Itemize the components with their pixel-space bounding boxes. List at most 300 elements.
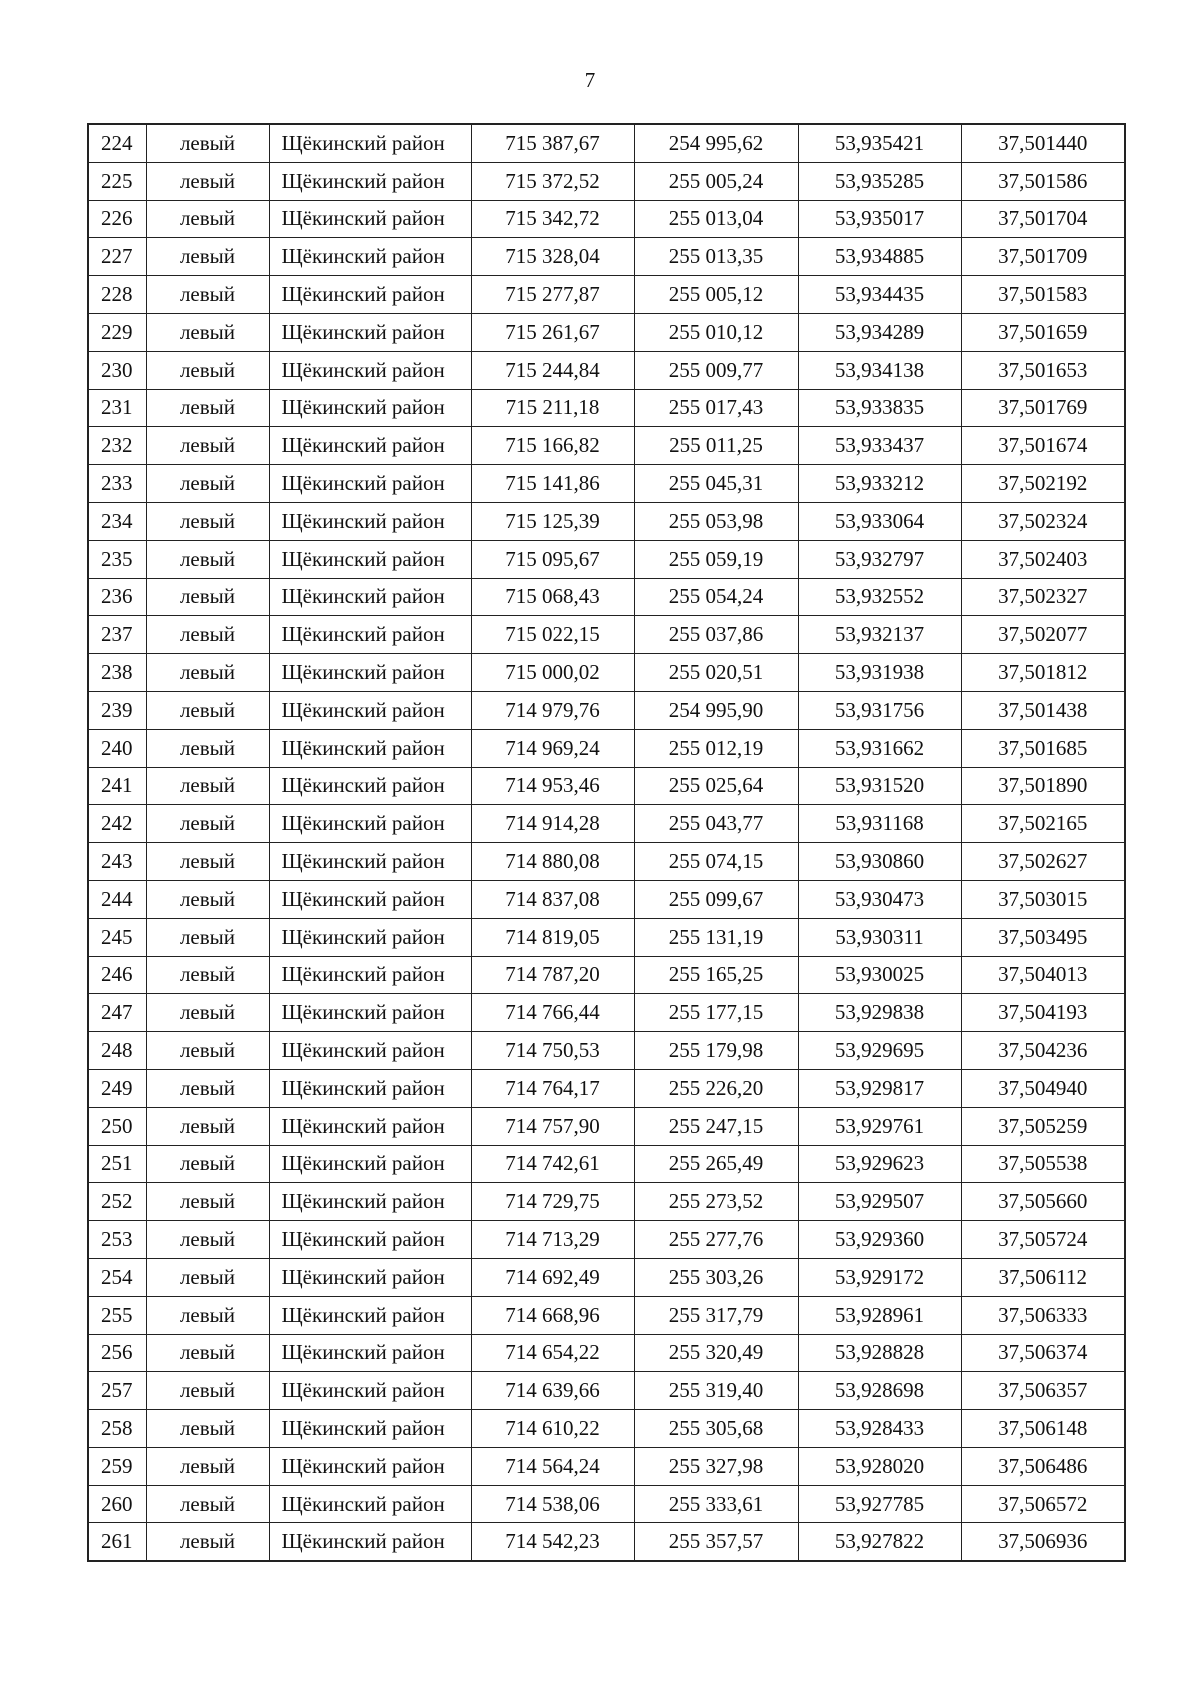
table-row xyxy=(88,1523,1125,1561)
cell-bank-side: левый xyxy=(146,162,269,200)
cell-bank-side: левый xyxy=(146,389,269,427)
cell-district: Щёкинский район xyxy=(269,313,471,351)
cell-point-number: 239 xyxy=(88,691,146,729)
cell-longitude: 37,502165 xyxy=(961,805,1125,843)
cell-bank-side: левый xyxy=(146,805,269,843)
cell-coord-y: 255 357,57 xyxy=(634,1523,798,1561)
cell-longitude: 37,506572 xyxy=(961,1485,1125,1523)
cell-longitude: 37,506486 xyxy=(961,1447,1125,1485)
cell-district: Щёкинский район xyxy=(269,1296,471,1334)
cell-point-number: 234 xyxy=(88,502,146,540)
cell-latitude: 53,933212 xyxy=(798,465,961,503)
cell-longitude: 37,505724 xyxy=(961,1221,1125,1259)
cell-district: Щёкинский район xyxy=(269,162,471,200)
cell-coord-y: 254 995,90 xyxy=(634,691,798,729)
cell-bank-side: левый xyxy=(146,351,269,389)
cell-coord-x: 715 387,67 xyxy=(471,124,634,162)
cell-bank-side: левый xyxy=(146,1485,269,1523)
table-row xyxy=(88,238,1125,276)
cell-longitude: 37,505660 xyxy=(961,1183,1125,1221)
table-row xyxy=(88,1410,1125,1448)
cell-coord-x: 715 261,67 xyxy=(471,313,634,351)
cell-longitude: 37,502403 xyxy=(961,540,1125,578)
cell-coord-x: 715 000,02 xyxy=(471,654,634,692)
table-row xyxy=(88,427,1125,465)
table-row xyxy=(88,1032,1125,1070)
cell-district: Щёкинский район xyxy=(269,956,471,994)
cell-coord-x: 715 141,86 xyxy=(471,465,634,503)
cell-coord-y: 255 059,19 xyxy=(634,540,798,578)
cell-longitude: 37,503495 xyxy=(961,918,1125,956)
cell-point-number: 231 xyxy=(88,389,146,427)
cell-longitude: 37,504236 xyxy=(961,1032,1125,1070)
cell-bank-side: левый xyxy=(146,994,269,1032)
cell-coord-x: 714 654,22 xyxy=(471,1334,634,1372)
cell-longitude: 37,504193 xyxy=(961,994,1125,1032)
table-row xyxy=(88,843,1125,881)
cell-coord-y: 255 099,67 xyxy=(634,880,798,918)
cell-point-number: 256 xyxy=(88,1334,146,1372)
cell-latitude: 53,935421 xyxy=(798,124,961,162)
cell-coord-y: 255 037,86 xyxy=(634,616,798,654)
cell-latitude: 53,934138 xyxy=(798,351,961,389)
table-row xyxy=(88,1221,1125,1259)
cell-coord-x: 714 766,44 xyxy=(471,994,634,1032)
cell-district: Щёкинский район xyxy=(269,540,471,578)
cell-latitude: 53,932552 xyxy=(798,578,961,616)
cell-longitude: 37,506112 xyxy=(961,1258,1125,1296)
table-row xyxy=(88,351,1125,389)
cell-point-number: 257 xyxy=(88,1372,146,1410)
cell-bank-side: левый xyxy=(146,1523,269,1561)
cell-coord-x: 714 542,23 xyxy=(471,1523,634,1561)
cell-point-number: 232 xyxy=(88,427,146,465)
cell-point-number: 227 xyxy=(88,238,146,276)
cell-latitude: 53,929838 xyxy=(798,994,961,1032)
cell-coord-y: 255 025,64 xyxy=(634,767,798,805)
cell-longitude: 37,501704 xyxy=(961,200,1125,238)
coordinates-table xyxy=(87,123,1126,1562)
table-row xyxy=(88,540,1125,578)
cell-point-number: 243 xyxy=(88,843,146,881)
cell-point-number: 241 xyxy=(88,767,146,805)
table-row xyxy=(88,276,1125,314)
cell-coord-y: 255 012,19 xyxy=(634,729,798,767)
cell-latitude: 53,928698 xyxy=(798,1372,961,1410)
cell-latitude: 53,929817 xyxy=(798,1069,961,1107)
cell-coord-y: 255 020,51 xyxy=(634,654,798,692)
cell-coord-y: 255 165,25 xyxy=(634,956,798,994)
cell-district: Щёкинский район xyxy=(269,1410,471,1448)
table-row xyxy=(88,578,1125,616)
cell-district: Щёкинский район xyxy=(269,805,471,843)
cell-district: Щёкинский район xyxy=(269,1258,471,1296)
cell-coord-x: 714 692,49 xyxy=(471,1258,634,1296)
cell-coord-y: 255 009,77 xyxy=(634,351,798,389)
cell-longitude: 37,502324 xyxy=(961,502,1125,540)
cell-bank-side: левый xyxy=(146,880,269,918)
cell-district: Щёкинский район xyxy=(269,200,471,238)
cell-coord-y: 255 074,15 xyxy=(634,843,798,881)
table-row xyxy=(88,616,1125,654)
cell-point-number: 229 xyxy=(88,313,146,351)
cell-latitude: 53,929360 xyxy=(798,1221,961,1259)
cell-coord-x: 714 757,90 xyxy=(471,1107,634,1145)
cell-point-number: 260 xyxy=(88,1485,146,1523)
cell-district: Щёкинский район xyxy=(269,880,471,918)
cell-latitude: 53,931168 xyxy=(798,805,961,843)
cell-longitude: 37,501653 xyxy=(961,351,1125,389)
table-row xyxy=(88,729,1125,767)
cell-point-number: 253 xyxy=(88,1221,146,1259)
cell-bank-side: левый xyxy=(146,956,269,994)
cell-coord-x: 714 538,06 xyxy=(471,1485,634,1523)
cell-latitude: 53,933835 xyxy=(798,389,961,427)
table-row xyxy=(88,1145,1125,1183)
cell-point-number: 224 xyxy=(88,124,146,162)
cell-coord-x: 714 639,66 xyxy=(471,1372,634,1410)
cell-latitude: 53,934289 xyxy=(798,313,961,351)
cell-coord-y: 255 045,31 xyxy=(634,465,798,503)
cell-coord-x: 714 953,46 xyxy=(471,767,634,805)
cell-longitude: 37,502192 xyxy=(961,465,1125,503)
cell-longitude: 37,501812 xyxy=(961,654,1125,692)
cell-longitude: 37,506148 xyxy=(961,1410,1125,1448)
table-row xyxy=(88,994,1125,1032)
cell-point-number: 245 xyxy=(88,918,146,956)
cell-longitude: 37,506333 xyxy=(961,1296,1125,1334)
cell-district: Щёкинский район xyxy=(269,389,471,427)
cell-district: Щёкинский район xyxy=(269,1107,471,1145)
cell-coord-x: 714 713,29 xyxy=(471,1221,634,1259)
cell-bank-side: левый xyxy=(146,313,269,351)
cell-point-number: 259 xyxy=(88,1447,146,1485)
table-row xyxy=(88,1334,1125,1372)
cell-district: Щёкинский район xyxy=(269,1485,471,1523)
cell-coord-x: 714 610,22 xyxy=(471,1410,634,1448)
cell-district: Щёкинский район xyxy=(269,994,471,1032)
cell-longitude: 37,501674 xyxy=(961,427,1125,465)
cell-longitude: 37,504940 xyxy=(961,1069,1125,1107)
cell-coord-x: 715 342,72 xyxy=(471,200,634,238)
cell-bank-side: левый xyxy=(146,1447,269,1485)
cell-bank-side: левый xyxy=(146,1032,269,1070)
cell-district: Щёкинский район xyxy=(269,918,471,956)
cell-longitude: 37,501769 xyxy=(961,389,1125,427)
cell-bank-side: левый xyxy=(146,124,269,162)
cell-point-number: 242 xyxy=(88,805,146,843)
cell-coord-y: 255 305,68 xyxy=(634,1410,798,1448)
cell-coord-x: 715 372,52 xyxy=(471,162,634,200)
cell-bank-side: левый xyxy=(146,1296,269,1334)
cell-coord-y: 255 005,24 xyxy=(634,162,798,200)
cell-point-number: 247 xyxy=(88,994,146,1032)
cell-bank-side: левый xyxy=(146,654,269,692)
cell-bank-side: левый xyxy=(146,502,269,540)
cell-bank-side: левый xyxy=(146,1410,269,1448)
cell-district: Щёкинский район xyxy=(269,767,471,805)
cell-coord-y: 255 005,12 xyxy=(634,276,798,314)
cell-bank-side: левый xyxy=(146,1221,269,1259)
cell-longitude: 37,505538 xyxy=(961,1145,1125,1183)
cell-coord-y: 255 013,04 xyxy=(634,200,798,238)
cell-district: Щёкинский район xyxy=(269,124,471,162)
cell-bank-side: левый xyxy=(146,729,269,767)
page-number: 7 xyxy=(584,68,596,92)
cell-latitude: 53,929172 xyxy=(798,1258,961,1296)
cell-latitude: 53,929761 xyxy=(798,1107,961,1145)
cell-coord-y: 255 043,77 xyxy=(634,805,798,843)
cell-district: Щёкинский район xyxy=(269,1032,471,1070)
cell-latitude: 53,935285 xyxy=(798,162,961,200)
cell-point-number: 261 xyxy=(88,1523,146,1561)
cell-district: Щёкинский район xyxy=(269,843,471,881)
cell-coord-x: 714 668,96 xyxy=(471,1296,634,1334)
cell-coord-y: 255 177,15 xyxy=(634,994,798,1032)
cell-district: Щёкинский район xyxy=(269,427,471,465)
cell-point-number: 236 xyxy=(88,578,146,616)
cell-coord-x: 715 328,04 xyxy=(471,238,634,276)
table-row xyxy=(88,691,1125,729)
cell-longitude: 37,506357 xyxy=(961,1372,1125,1410)
cell-latitude: 53,930311 xyxy=(798,918,961,956)
table-row xyxy=(88,880,1125,918)
cell-latitude: 53,934885 xyxy=(798,238,961,276)
cell-coord-y: 255 054,24 xyxy=(634,578,798,616)
cell-longitude: 37,505259 xyxy=(961,1107,1125,1145)
cell-latitude: 53,928433 xyxy=(798,1410,961,1448)
table-row xyxy=(88,654,1125,692)
cell-coord-y: 255 317,79 xyxy=(634,1296,798,1334)
cell-point-number: 244 xyxy=(88,880,146,918)
cell-coord-x: 715 068,43 xyxy=(471,578,634,616)
table-row xyxy=(88,918,1125,956)
table-row xyxy=(88,465,1125,503)
cell-district: Щёкинский район xyxy=(269,616,471,654)
cell-district: Щёкинский район xyxy=(269,1372,471,1410)
cell-district: Щёкинский район xyxy=(269,351,471,389)
cell-latitude: 53,931662 xyxy=(798,729,961,767)
cell-point-number: 255 xyxy=(88,1296,146,1334)
cell-latitude: 53,927822 xyxy=(798,1523,961,1561)
cell-coord-y: 255 017,43 xyxy=(634,389,798,427)
cell-point-number: 233 xyxy=(88,465,146,503)
cell-point-number: 250 xyxy=(88,1107,146,1145)
cell-latitude: 53,928828 xyxy=(798,1334,961,1372)
cell-latitude: 53,934435 xyxy=(798,276,961,314)
table-row xyxy=(88,200,1125,238)
cell-longitude: 37,501438 xyxy=(961,691,1125,729)
cell-coord-y: 255 303,26 xyxy=(634,1258,798,1296)
cell-coord-x: 715 022,15 xyxy=(471,616,634,654)
table-row xyxy=(88,124,1125,162)
cell-latitude: 53,930473 xyxy=(798,880,961,918)
cell-latitude: 53,929623 xyxy=(798,1145,961,1183)
cell-coord-y: 255 013,35 xyxy=(634,238,798,276)
cell-bank-side: левый xyxy=(146,691,269,729)
cell-point-number: 249 xyxy=(88,1069,146,1107)
cell-bank-side: левый xyxy=(146,427,269,465)
cell-longitude: 37,506374 xyxy=(961,1334,1125,1372)
cell-point-number: 237 xyxy=(88,616,146,654)
cell-longitude: 37,506936 xyxy=(961,1523,1125,1561)
cell-bank-side: левый xyxy=(146,238,269,276)
cell-coord-y: 255 277,76 xyxy=(634,1221,798,1259)
cell-coord-x: 714 742,61 xyxy=(471,1145,634,1183)
cell-bank-side: левый xyxy=(146,1372,269,1410)
cell-district: Щёкинский район xyxy=(269,729,471,767)
cell-point-number: 246 xyxy=(88,956,146,994)
cell-longitude: 37,501890 xyxy=(961,767,1125,805)
cell-district: Щёкинский район xyxy=(269,1334,471,1372)
cell-bank-side: левый xyxy=(146,1069,269,1107)
cell-bank-side: левый xyxy=(146,1258,269,1296)
cell-coord-x: 715 125,39 xyxy=(471,502,634,540)
table-row xyxy=(88,313,1125,351)
cell-district: Щёкинский район xyxy=(269,276,471,314)
cell-coord-x: 714 969,24 xyxy=(471,729,634,767)
table-row xyxy=(88,162,1125,200)
table-row xyxy=(88,1183,1125,1221)
cell-coord-x: 715 095,67 xyxy=(471,540,634,578)
cell-coord-x: 714 564,24 xyxy=(471,1447,634,1485)
cell-coord-x: 715 166,82 xyxy=(471,427,634,465)
cell-latitude: 53,929507 xyxy=(798,1183,961,1221)
cell-latitude: 53,928961 xyxy=(798,1296,961,1334)
cell-district: Щёкинский район xyxy=(269,691,471,729)
cell-district: Щёкинский район xyxy=(269,1145,471,1183)
cell-latitude: 53,931938 xyxy=(798,654,961,692)
cell-district: Щёкинский район xyxy=(269,238,471,276)
cell-coord-x: 715 277,87 xyxy=(471,276,634,314)
cell-longitude: 37,503015 xyxy=(961,880,1125,918)
table-row xyxy=(88,1485,1125,1523)
cell-coord-y: 255 247,15 xyxy=(634,1107,798,1145)
cell-latitude: 53,935017 xyxy=(798,200,961,238)
cell-bank-side: левый xyxy=(146,578,269,616)
cell-coord-x: 714 914,28 xyxy=(471,805,634,843)
cell-longitude: 37,502627 xyxy=(961,843,1125,881)
cell-coord-y: 255 265,49 xyxy=(634,1145,798,1183)
cell-latitude: 53,933437 xyxy=(798,427,961,465)
cell-bank-side: левый xyxy=(146,1145,269,1183)
cell-bank-side: левый xyxy=(146,276,269,314)
table-row xyxy=(88,1296,1125,1334)
cell-coord-y: 254 995,62 xyxy=(634,124,798,162)
cell-bank-side: левый xyxy=(146,1183,269,1221)
cell-point-number: 248 xyxy=(88,1032,146,1070)
cell-latitude: 53,931756 xyxy=(798,691,961,729)
cell-coord-y: 255 010,12 xyxy=(634,313,798,351)
cell-point-number: 238 xyxy=(88,654,146,692)
cell-district: Щёкинский район xyxy=(269,465,471,503)
cell-coord-x: 714 787,20 xyxy=(471,956,634,994)
cell-district: Щёкинский район xyxy=(269,1523,471,1561)
cell-bank-side: левый xyxy=(146,616,269,654)
cell-coord-x: 714 819,05 xyxy=(471,918,634,956)
cell-latitude: 53,932797 xyxy=(798,540,961,578)
cell-latitude: 53,930860 xyxy=(798,843,961,881)
cell-district: Щёкинский район xyxy=(269,1221,471,1259)
cell-point-number: 258 xyxy=(88,1410,146,1448)
cell-longitude: 37,502077 xyxy=(961,616,1125,654)
table-row xyxy=(88,1107,1125,1145)
cell-latitude: 53,932137 xyxy=(798,616,961,654)
cell-bank-side: левый xyxy=(146,200,269,238)
cell-point-number: 251 xyxy=(88,1145,146,1183)
cell-coord-x: 714 979,76 xyxy=(471,691,634,729)
cell-coord-y: 255 319,40 xyxy=(634,1372,798,1410)
cell-longitude: 37,501586 xyxy=(961,162,1125,200)
cell-coord-y: 255 327,98 xyxy=(634,1447,798,1485)
cell-longitude: 37,501709 xyxy=(961,238,1125,276)
cell-bank-side: левый xyxy=(146,767,269,805)
cell-district: Щёкинский район xyxy=(269,1183,471,1221)
cell-point-number: 228 xyxy=(88,276,146,314)
cell-coord-y: 255 179,98 xyxy=(634,1032,798,1070)
table-body xyxy=(88,124,1125,1561)
cell-longitude: 37,502327 xyxy=(961,578,1125,616)
cell-district: Щёкинский район xyxy=(269,578,471,616)
cell-longitude: 37,501440 xyxy=(961,124,1125,162)
cell-latitude: 53,927785 xyxy=(798,1485,961,1523)
cell-latitude: 53,933064 xyxy=(798,502,961,540)
cell-district: Щёкинский район xyxy=(269,1069,471,1107)
cell-district: Щёкинский район xyxy=(269,1447,471,1485)
cell-point-number: 252 xyxy=(88,1183,146,1221)
cell-point-number: 225 xyxy=(88,162,146,200)
table-row xyxy=(88,956,1125,994)
cell-bank-side: левый xyxy=(146,465,269,503)
table-row xyxy=(88,805,1125,843)
cell-district: Щёкинский район xyxy=(269,502,471,540)
cell-point-number: 240 xyxy=(88,729,146,767)
cell-coord-y: 255 273,52 xyxy=(634,1183,798,1221)
cell-coord-x: 714 880,08 xyxy=(471,843,634,881)
cell-coord-x: 714 729,75 xyxy=(471,1183,634,1221)
cell-point-number: 235 xyxy=(88,540,146,578)
table-row xyxy=(88,1372,1125,1410)
cell-bank-side: левый xyxy=(146,1334,269,1372)
cell-coord-y: 255 053,98 xyxy=(634,502,798,540)
cell-point-number: 226 xyxy=(88,200,146,238)
cell-coord-x: 715 211,18 xyxy=(471,389,634,427)
cell-district: Щёкинский район xyxy=(269,654,471,692)
cell-coord-y: 255 131,19 xyxy=(634,918,798,956)
table-row xyxy=(88,389,1125,427)
cell-bank-side: левый xyxy=(146,1107,269,1145)
cell-bank-side: левый xyxy=(146,540,269,578)
cell-point-number: 254 xyxy=(88,1258,146,1296)
cell-coord-y: 255 333,61 xyxy=(634,1485,798,1523)
cell-longitude: 37,501583 xyxy=(961,276,1125,314)
cell-coord-x: 714 837,08 xyxy=(471,880,634,918)
cell-coord-x: 714 764,17 xyxy=(471,1069,634,1107)
cell-latitude: 53,928020 xyxy=(798,1447,961,1485)
cell-longitude: 37,504013 xyxy=(961,956,1125,994)
cell-point-number: 230 xyxy=(88,351,146,389)
cell-latitude: 53,931520 xyxy=(798,767,961,805)
cell-coord-y: 255 320,49 xyxy=(634,1334,798,1372)
table-row xyxy=(88,502,1125,540)
cell-longitude: 37,501659 xyxy=(961,313,1125,351)
cell-bank-side: левый xyxy=(146,918,269,956)
cell-coord-y: 255 226,20 xyxy=(634,1069,798,1107)
table-row xyxy=(88,767,1125,805)
cell-coord-x: 714 750,53 xyxy=(471,1032,634,1070)
cell-longitude: 37,501685 xyxy=(961,729,1125,767)
cell-latitude: 53,930025 xyxy=(798,956,961,994)
